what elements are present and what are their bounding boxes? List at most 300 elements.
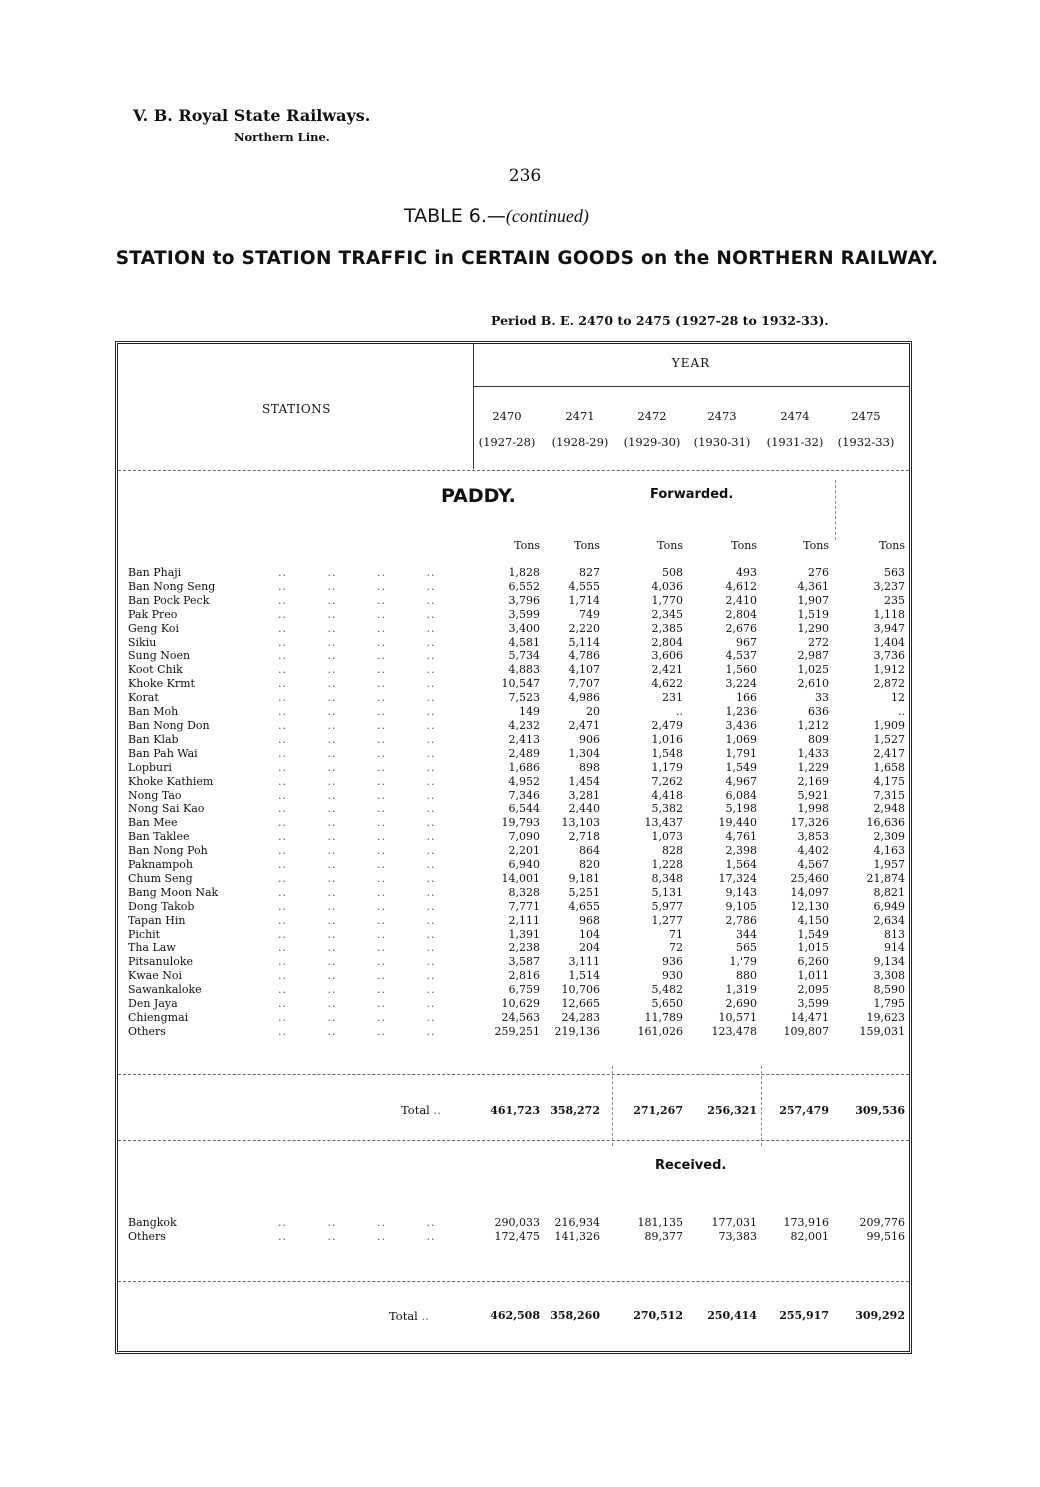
- cell-value: 7,262: [651, 774, 683, 788]
- cell-value: 1,828: [508, 566, 540, 579]
- cell-value: 7,346: [508, 788, 540, 802]
- unit-label: Tons: [574, 539, 600, 552]
- cell-value: 5,131: [651, 885, 683, 899]
- cell-value: 4,567: [797, 858, 829, 872]
- leader-dots: .. .. .. ..: [278, 1216, 436, 1229]
- cell-value: 930: [662, 969, 683, 983]
- leader-dots: .. .. .. ..: [278, 788, 436, 802]
- cell-value: 968: [579, 913, 600, 927]
- cell-value: 11,789: [644, 1011, 683, 1024]
- cell-value: 4,232: [508, 718, 540, 732]
- cell-value: 123,478: [711, 1024, 757, 1038]
- cell-value: 2,413: [508, 732, 540, 746]
- station-name: Nong Tao: [128, 788, 182, 802]
- cell-value: 1,548: [651, 746, 683, 760]
- cell-value: 5,251: [568, 885, 600, 899]
- cell-value: 1,433: [797, 746, 829, 760]
- cell-value: 231: [662, 691, 683, 705]
- cell-value: 5,650: [651, 997, 683, 1011]
- cell-value: 1,212: [797, 718, 829, 732]
- leader-dots: .. .. .. ..: [278, 844, 436, 858]
- cell-value: 89,377: [644, 1229, 683, 1243]
- cell-value: 4,761: [725, 830, 757, 844]
- cell-value: 2,804: [651, 635, 683, 649]
- cell-value: 565: [736, 941, 757, 955]
- cell-value: 24,283: [561, 1011, 600, 1024]
- cell-value: 1,277: [651, 913, 683, 927]
- leader-dots: .. .. .. ..: [278, 816, 436, 830]
- cell-value: 4,967: [725, 774, 757, 788]
- cell-value: 4,883: [508, 663, 540, 677]
- leader-dots: .. .. .. ..: [278, 941, 436, 955]
- cell-value: 166: [736, 691, 757, 705]
- year-be: 2472: [637, 409, 667, 423]
- cell-value: 1,714: [568, 593, 600, 607]
- station-name: Sung Noen: [128, 649, 191, 663]
- cell-value: 5,114: [568, 635, 600, 649]
- cell-value: 9,181: [568, 871, 600, 885]
- station-name: Korat: [128, 691, 159, 705]
- station-name: Paknampoh: [128, 858, 193, 872]
- leader-dots: .. .. .. ..: [278, 858, 436, 872]
- cell-value: 3,281: [568, 788, 600, 802]
- total-value: 271,267: [633, 1104, 683, 1117]
- cell-value: 1,011: [797, 969, 829, 983]
- table-label-text: TABLE 6.—: [404, 205, 506, 227]
- leader-dots: .. .. .. ..: [278, 871, 436, 885]
- cell-value: 82,001: [790, 1229, 829, 1243]
- cell-value: 1,549: [725, 760, 757, 774]
- cell-value: 5,734: [508, 649, 540, 663]
- cell-value: 1,791: [725, 746, 757, 760]
- cell-value: 9,105: [725, 899, 757, 913]
- cell-value: 2,987: [797, 649, 829, 663]
- cell-value: 6,260: [797, 955, 829, 969]
- cell-value: 4,418: [651, 788, 683, 802]
- cell-value: 8,328: [508, 885, 540, 899]
- cell-value: 4,107: [568, 663, 600, 677]
- station-name: Ban Mee: [128, 816, 178, 830]
- cell-value: 290,033: [494, 1216, 540, 1229]
- year-ce: (1928-29): [551, 435, 609, 449]
- table-label: [404, 205, 589, 227]
- cell-value: 4,612: [725, 579, 757, 593]
- total-value: 250,414: [707, 1309, 757, 1322]
- cell-value: 1,'79: [729, 955, 757, 969]
- cell-value: 172,475: [494, 1229, 540, 1243]
- cell-value: 828: [662, 844, 683, 858]
- leader-dots: .. .. .. ..: [278, 955, 436, 969]
- received-rule: [118, 1140, 909, 1141]
- station-name: Koot Chik: [128, 663, 183, 677]
- cell-value: 1,560: [725, 663, 757, 677]
- leader-dots: .. .. .. ..: [278, 830, 436, 844]
- cell-value: 177,031: [711, 1216, 757, 1229]
- cell-value: 2,410: [725, 593, 757, 607]
- year-column-header: [467, 409, 547, 449]
- cell-value: 2,786: [725, 913, 757, 927]
- cell-value: 1,016: [651, 732, 683, 746]
- cell-value: 563: [884, 566, 905, 579]
- cell-value: 9,143: [725, 885, 757, 899]
- cell-value: 7,771: [508, 899, 540, 913]
- cell-value: ..: [898, 705, 905, 719]
- cell-value: 4,581: [508, 635, 540, 649]
- cell-value: 827: [579, 566, 600, 579]
- cell-value: 2,676: [725, 621, 757, 635]
- cell-value: 5,977: [651, 899, 683, 913]
- station-name: Tha Law: [128, 941, 176, 955]
- cell-value: 936: [662, 955, 683, 969]
- cell-value: 4,555: [568, 579, 600, 593]
- cell-value: 1,907: [797, 593, 829, 607]
- cell-value: 104: [579, 927, 600, 941]
- station-name: Lopburi: [128, 760, 172, 774]
- cell-value: 2,471: [568, 718, 600, 732]
- total-value: 309,292: [855, 1309, 905, 1322]
- leader-dots: .. .. .. ..: [278, 983, 436, 997]
- year-be: 2471: [565, 409, 595, 423]
- cell-value: 5,382: [651, 802, 683, 816]
- cell-value: 1,319: [725, 983, 757, 997]
- cell-value: 914: [884, 941, 905, 955]
- year-underline: [473, 386, 909, 387]
- station-name: Pitsanuloke: [128, 955, 194, 969]
- leader-dots: .. .. .. ..: [278, 1024, 436, 1038]
- station-name: Bangkok: [128, 1216, 177, 1229]
- page-number: 236: [508, 166, 542, 186]
- station-name: Den Jaya: [128, 997, 178, 1011]
- cell-value: 5,198: [725, 802, 757, 816]
- leader-dots: .. .. .. ..: [278, 593, 436, 607]
- cell-value: 1,514: [568, 969, 600, 983]
- cell-value: 4,622: [651, 677, 683, 691]
- cell-value: 3,224: [725, 677, 757, 691]
- year-be: 2470: [492, 409, 522, 423]
- cell-value: 13,437: [644, 816, 683, 830]
- commodity-heading: PADDY.: [441, 485, 516, 507]
- total-value: 358,272: [550, 1104, 600, 1117]
- station-name: Ban Pock Peck: [128, 593, 210, 607]
- leader-dots: .. .. .. ..: [278, 566, 436, 579]
- cell-value: 2,610: [797, 677, 829, 691]
- cell-value: 1,290: [797, 621, 829, 635]
- cell-value: 109,807: [783, 1024, 829, 1038]
- cell-value: 2,169: [797, 774, 829, 788]
- stations-header: STATIONS: [262, 402, 331, 416]
- cell-value: 12,665: [561, 997, 600, 1011]
- cell-value: 3,599: [508, 607, 540, 621]
- cell-value: 181,135: [637, 1216, 683, 1229]
- forwarded-total-label: Total ..: [401, 1103, 441, 1117]
- cell-value: 1,549: [797, 927, 829, 941]
- cell-value: 10,571: [718, 1011, 757, 1024]
- station-name: Chiengmai: [128, 1011, 189, 1024]
- year-column-header: [826, 409, 906, 449]
- header-bottom-rule: [118, 470, 909, 471]
- cell-value: 209,776: [859, 1216, 905, 1229]
- cell-value: ..: [676, 705, 683, 719]
- cell-value: 14,097: [790, 885, 829, 899]
- year-be: 2474: [780, 409, 810, 423]
- cell-value: 2,238: [508, 941, 540, 955]
- cell-value: 813: [884, 927, 905, 941]
- cell-value: 14,471: [790, 1011, 829, 1024]
- cell-value: 204: [579, 941, 600, 955]
- cell-value: 12: [891, 691, 905, 705]
- total-value: 257,479: [779, 1104, 829, 1117]
- leader-dots: .. .. .. ..: [278, 579, 436, 593]
- cell-value: 2,398: [725, 844, 757, 858]
- cell-value: 4,786: [568, 649, 600, 663]
- total-label-text: Total: [389, 1309, 418, 1323]
- cell-value: 3,796: [508, 593, 540, 607]
- leader-dots: .. .. .. ..: [278, 774, 436, 788]
- total-value: 256,321: [707, 1104, 757, 1117]
- forwarded-heading: Forwarded.: [650, 487, 734, 502]
- year-ce: (1929-30): [623, 435, 681, 449]
- cell-value: 1,795: [873, 997, 905, 1011]
- leader-dots: .. .. .. ..: [278, 913, 436, 927]
- year-ce: (1930-31): [693, 435, 751, 449]
- leader-dots: .. .. .. ..: [278, 899, 436, 913]
- cell-value: 2,417: [873, 746, 905, 760]
- column-rule: [835, 480, 836, 540]
- cell-value: 1,957: [873, 858, 905, 872]
- cell-value: 7,315: [873, 788, 905, 802]
- cell-value: 864: [579, 844, 600, 858]
- cell-value: 1,998: [797, 802, 829, 816]
- cell-value: 21,874: [866, 871, 905, 885]
- station-name: Ban Nong Don: [128, 718, 210, 732]
- table-label-continued: (continued): [505, 206, 589, 226]
- total-value: 255,917: [779, 1309, 829, 1322]
- cell-value: 19,793: [501, 816, 540, 830]
- cell-value: 7,090: [508, 830, 540, 844]
- station-name: Sawankaloke: [128, 983, 202, 997]
- cell-value: 276: [808, 566, 829, 579]
- cell-value: 4,537: [725, 649, 757, 663]
- station-name: Ban Phaji: [128, 566, 182, 579]
- cell-value: 6,084: [725, 788, 757, 802]
- cell-value: 1,118: [873, 607, 905, 621]
- cell-value: 2,095: [797, 983, 829, 997]
- cell-value: 7,523: [508, 691, 540, 705]
- cell-value: 1,658: [873, 760, 905, 774]
- station-name: Pichit: [128, 927, 161, 941]
- station-name: Ban Nong Poh: [128, 844, 208, 858]
- station-name: Sikiu: [128, 635, 157, 649]
- received-heading: Received.: [655, 1158, 727, 1173]
- cell-value: 3,947: [873, 621, 905, 635]
- cell-value: 1,770: [651, 593, 683, 607]
- section-heading: V. B. Royal State Railways.: [133, 106, 371, 125]
- cell-value: 880: [736, 969, 757, 983]
- station-name: Bang Moon Nak: [128, 885, 219, 899]
- cell-value: 1,236: [725, 705, 757, 719]
- cell-value: 1,015: [797, 941, 829, 955]
- year-column-header: [612, 409, 692, 449]
- cell-value: 10,706: [561, 983, 600, 997]
- cell-value: 1,179: [651, 760, 683, 774]
- cell-value: 1,304: [568, 746, 600, 760]
- total-rule: [118, 1074, 909, 1075]
- year-column-header: [755, 409, 835, 449]
- cell-value: 25,460: [790, 871, 829, 885]
- cell-value: 3,736: [873, 649, 905, 663]
- cell-value: 17,326: [790, 816, 829, 830]
- cell-value: 2,872: [873, 677, 905, 691]
- cell-value: 149: [519, 705, 540, 719]
- cell-value: 2,489: [508, 746, 540, 760]
- station-name: Pak Preo: [128, 607, 178, 621]
- cell-value: 1,073: [651, 830, 683, 844]
- unit-label: Tons: [514, 539, 540, 552]
- unit-label: Tons: [879, 539, 905, 552]
- sub-heading: Northern Line.: [234, 130, 330, 144]
- cell-value: 2,385: [651, 621, 683, 635]
- cell-value: 1,909: [873, 718, 905, 732]
- cell-value: 344: [736, 927, 757, 941]
- cell-value: 6,544: [508, 802, 540, 816]
- cell-value: 3,599: [797, 997, 829, 1011]
- cell-value: 6,552: [508, 579, 540, 593]
- cell-value: 1,912: [873, 663, 905, 677]
- cell-value: 2,201: [508, 844, 540, 858]
- cell-value: 6,759: [508, 983, 540, 997]
- period-caption: Period B. E. 2470 to 2475 (1927-28 to 1932-33).: [491, 313, 829, 328]
- year-column-header: [540, 409, 620, 449]
- cell-value: 7,707: [568, 677, 600, 691]
- leader-dots: .. .. .. ..: [278, 997, 436, 1011]
- station-name: Dong Takob: [128, 899, 195, 913]
- page-title: STATION to STATION TRAFFIC in CERTAIN GOODS on the NORTHERN RAILWAY.: [115, 248, 939, 269]
- cell-value: 14,001: [501, 871, 540, 885]
- cell-value: 5,921: [797, 788, 829, 802]
- cell-value: 3,308: [873, 969, 905, 983]
- station-name: Khoke Kathiem: [128, 774, 214, 788]
- cell-value: 2,804: [725, 607, 757, 621]
- cell-value: 141,326: [554, 1229, 600, 1243]
- cell-value: 3,587: [508, 955, 540, 969]
- cell-value: 16,636: [866, 816, 905, 830]
- total-value: 461,723: [490, 1104, 540, 1117]
- cell-value: 161,026: [637, 1024, 683, 1038]
- cell-value: 159,031: [859, 1024, 905, 1038]
- leader-dots: .. .. .. ..: [278, 663, 436, 677]
- year-be: 2473: [707, 409, 737, 423]
- cell-value: 2,634: [873, 913, 905, 927]
- cell-value: 12,130: [790, 899, 829, 913]
- cell-value: 967: [736, 635, 757, 649]
- cell-value: 235: [884, 593, 905, 607]
- cell-value: 2,690: [725, 997, 757, 1011]
- station-name: Tapan Hin: [128, 913, 186, 927]
- cell-value: 2,948: [873, 802, 905, 816]
- cell-value: 20: [586, 705, 600, 719]
- station-name: Ban Moh: [128, 705, 179, 719]
- cell-value: 216,934: [554, 1216, 600, 1229]
- cell-value: 4,175: [873, 774, 905, 788]
- total-value: 270,512: [633, 1309, 683, 1322]
- cell-value: 1,686: [508, 760, 540, 774]
- leader-dots: .. .. .. ..: [278, 649, 436, 663]
- year-ce: (1932-33): [837, 435, 895, 449]
- total-label-text: Total: [401, 1103, 430, 1117]
- year-ce: (1931-32): [766, 435, 824, 449]
- cell-value: 272: [808, 635, 829, 649]
- cell-value: 749: [579, 607, 600, 621]
- year-be: 2475: [851, 409, 881, 423]
- cell-value: 2,309: [873, 830, 905, 844]
- cell-value: 2,220: [568, 621, 600, 635]
- cell-value: 1,527: [873, 732, 905, 746]
- unit-label: Tons: [731, 539, 757, 552]
- cell-value: 2,718: [568, 830, 600, 844]
- year-column-header: [682, 409, 762, 449]
- cell-value: 2,816: [508, 969, 540, 983]
- cell-value: 99,516: [866, 1229, 905, 1243]
- leader-dots: .. .. .. ..: [278, 1011, 436, 1024]
- cell-value: 4,036: [651, 579, 683, 593]
- cell-value: 10,629: [501, 997, 540, 1011]
- cell-value: 33: [815, 691, 829, 705]
- leader-dots: .. .. .. ..: [278, 635, 436, 649]
- cell-value: 73,383: [718, 1229, 757, 1243]
- cell-value: 219,136: [554, 1024, 600, 1038]
- received-total-rule: [118, 1281, 909, 1282]
- cell-value: 3,237: [873, 579, 905, 593]
- cell-value: 2,111: [508, 913, 540, 927]
- cell-value: 1,404: [873, 635, 905, 649]
- cell-value: 4,655: [568, 899, 600, 913]
- cell-value: 4,952: [508, 774, 540, 788]
- unit-label: Tons: [803, 539, 829, 552]
- cell-value: 2,479: [651, 718, 683, 732]
- cell-value: 71: [669, 927, 683, 941]
- year-header: YEAR: [671, 356, 711, 370]
- cell-value: 10,547: [501, 677, 540, 691]
- cell-value: 173,916: [783, 1216, 829, 1229]
- cell-value: 19,623: [866, 1011, 905, 1024]
- station-name: Nong Sai Kao: [128, 802, 205, 816]
- cell-value: 5,482: [651, 983, 683, 997]
- leader-dots: .. .. .. ..: [278, 691, 436, 705]
- cell-value: 259,251: [494, 1024, 540, 1038]
- cell-value: 4,986: [568, 691, 600, 705]
- leader-dots: .. .. .. ..: [278, 732, 436, 746]
- cell-value: 820: [579, 858, 600, 872]
- station-name: Ban Taklee: [128, 830, 190, 844]
- cell-value: 4,150: [797, 913, 829, 927]
- cell-value: 2,421: [651, 663, 683, 677]
- cell-value: 24,563: [501, 1011, 540, 1024]
- cell-value: 72: [669, 941, 683, 955]
- cell-value: 906: [579, 732, 600, 746]
- leader-dots: .. .. .. ..: [278, 746, 436, 760]
- station-name: Ban Pah Wai: [128, 746, 198, 760]
- cell-value: 898: [579, 760, 600, 774]
- leader-dots: .. .. .. ..: [278, 705, 436, 719]
- cell-value: 3,606: [651, 649, 683, 663]
- leader-dots: .. .. .. ..: [278, 677, 436, 691]
- cell-value: 3,111: [568, 955, 600, 969]
- cell-value: 1,069: [725, 732, 757, 746]
- station-name: Others: [128, 1024, 166, 1038]
- cell-value: 19,440: [718, 816, 757, 830]
- station-name: Khoke Krmt: [128, 677, 195, 691]
- cell-value: 4,402: [797, 844, 829, 858]
